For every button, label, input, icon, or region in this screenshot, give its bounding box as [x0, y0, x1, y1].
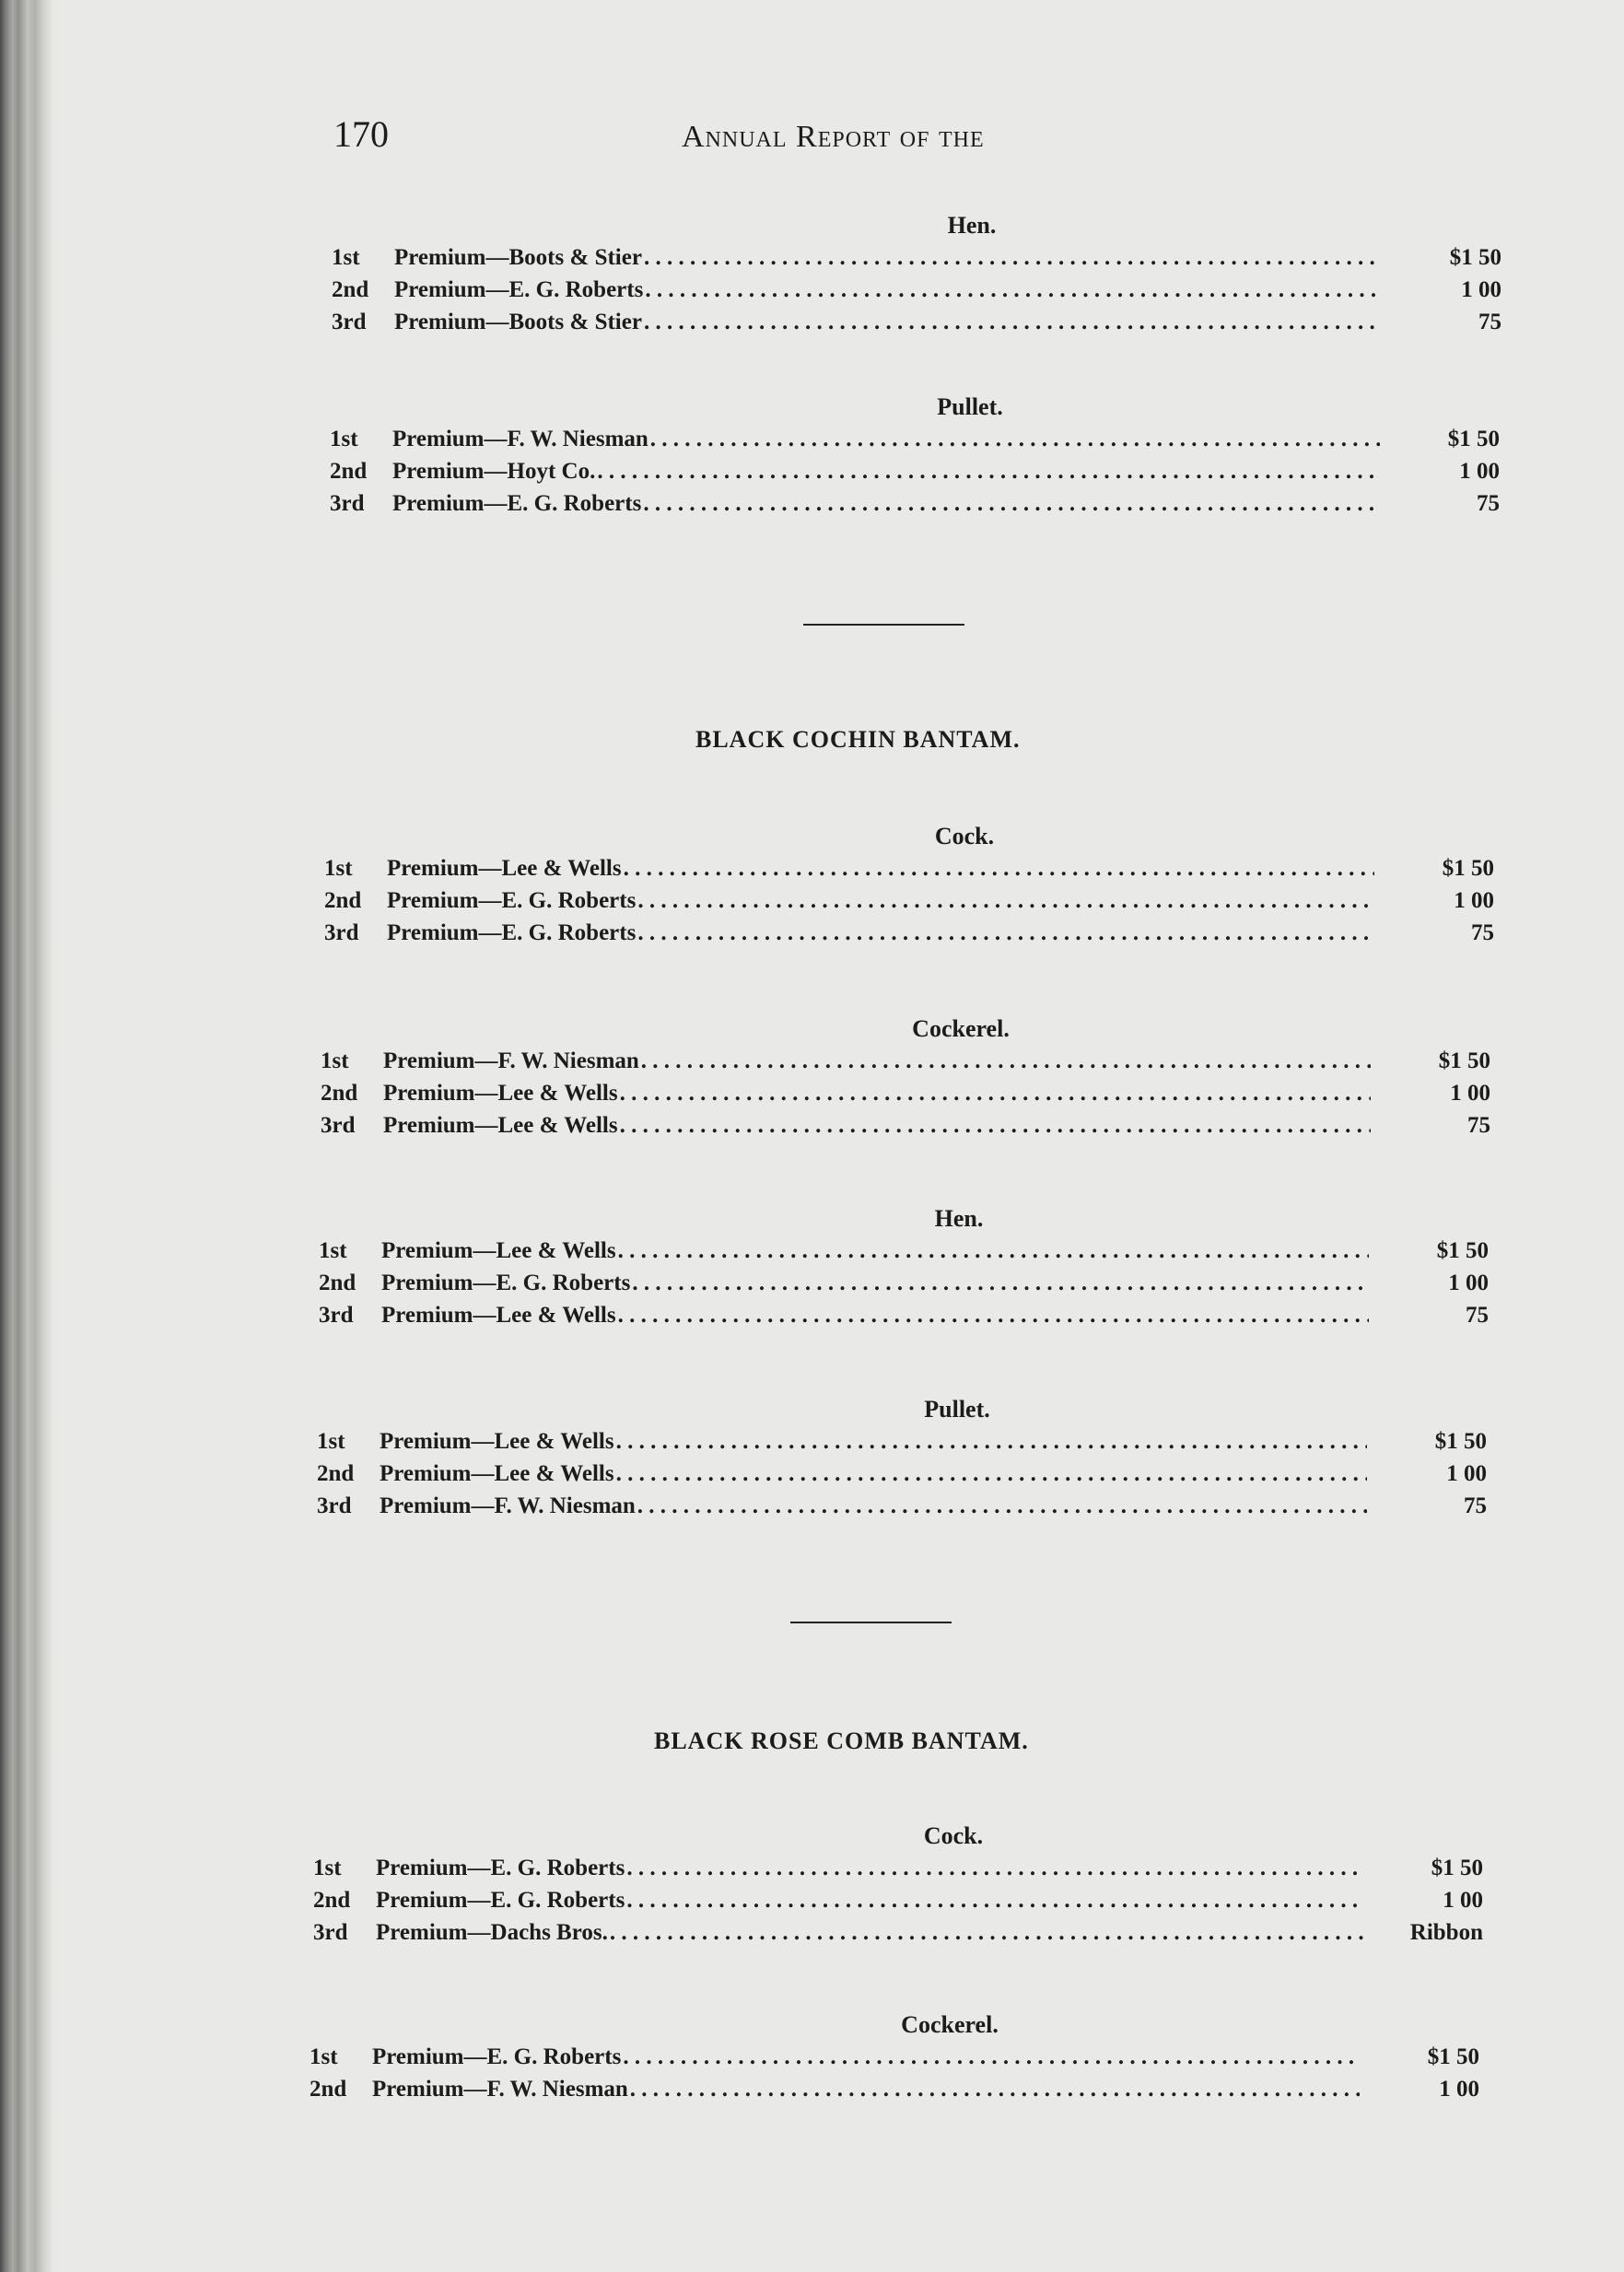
entry-amount: 75 [1467, 1113, 1490, 1138]
dot-leader [644, 306, 1382, 338]
premium-entry [317, 1458, 1487, 1490]
group-hen [332, 210, 1501, 338]
premium-entry [332, 306, 1501, 338]
entry-amount: 1 00 [1439, 2077, 1479, 2102]
dot-leader [616, 1458, 1367, 1490]
entry-rank: 3rd [321, 1113, 356, 1138]
entry-text: Premium—Lee & Wells [383, 1113, 618, 1138]
premium-entry [317, 1425, 1487, 1458]
dot-leader [630, 2073, 1360, 2105]
running-head: Annual Report of the [682, 120, 985, 154]
entry-text: Premium—Lee & Wells [380, 1461, 614, 1486]
group-heading: Cock. [923, 1822, 984, 1849]
group-pullet [330, 392, 1500, 520]
dot-leader [616, 1425, 1367, 1458]
group-pullet [317, 1394, 1487, 1522]
entry-text: Premium—E. G. Roberts [387, 920, 637, 945]
premium-entry [313, 1884, 1483, 1916]
dot-leader [637, 917, 1374, 949]
section-title: BLACK ROSE COMB BANTAM. [654, 1727, 1029, 1754]
premium-entry [321, 1109, 1490, 1142]
dot-leader [624, 852, 1374, 884]
dot-leader [610, 1916, 1363, 1949]
entry-rank: 2nd [310, 2077, 347, 2102]
entry-amount: 1 00 [1454, 888, 1494, 913]
group-heading: Cockerel. [912, 1015, 1010, 1042]
section-title: BLACK COCHIN BANTAM. [695, 726, 1021, 753]
entry-rank: 2nd [332, 277, 369, 302]
entry-rank: 1st [332, 245, 360, 270]
entry-text: Premium—Lee & Wells [383, 1081, 618, 1106]
entry-amount: $1 50 [1427, 2044, 1479, 2069]
entry-amount: 1 00 [1459, 459, 1500, 484]
premium-entry [319, 1267, 1489, 1299]
group-heading: Hen. [947, 212, 997, 239]
premium-entry [330, 423, 1500, 455]
group-heading: Pullet. [924, 1396, 990, 1423]
premium-entry [332, 241, 1501, 274]
entry-text: Premium—Lee & Wells [381, 1238, 616, 1263]
entry-amount: $1 50 [1442, 856, 1494, 881]
entry-amount: 75 [1478, 310, 1501, 334]
entry-amount: 1 00 [1446, 1461, 1487, 1486]
premium-entry [324, 852, 1494, 884]
entry-amount: $1 50 [1431, 1856, 1483, 1880]
dot-leader [618, 1299, 1369, 1331]
premium-entry [319, 1235, 1489, 1267]
premium-entry [317, 1490, 1487, 1522]
premium-entry [313, 1916, 1483, 1949]
entry-text: Premium—E. G. Roberts [372, 2044, 622, 2069]
entry-rank: 2nd [313, 1888, 351, 1913]
premium-entry [324, 884, 1494, 917]
dot-leader [626, 1852, 1363, 1884]
dot-leader [632, 1267, 1369, 1299]
entry-rank: 1st [310, 2044, 338, 2069]
dot-leader [623, 2041, 1360, 2073]
entry-rank: 2nd [317, 1461, 355, 1486]
group-heading: Hen. [934, 1205, 984, 1232]
entry-text: Premium—Lee & Wells [381, 1303, 616, 1328]
dot-leader [597, 455, 1380, 487]
entry-rank: 1st [319, 1238, 347, 1263]
group-cock [324, 821, 1494, 949]
entry-text: Premium—F. W. Niesman [383, 1048, 639, 1073]
section-divider [790, 1622, 952, 1623]
dot-leader [644, 241, 1382, 274]
entry-text: Premium—F. W. Niesman [372, 2077, 628, 2102]
entry-rank: 1st [313, 1856, 342, 1880]
entry-text: Premium—F. W. Niesman [392, 427, 648, 451]
dot-leader [643, 487, 1380, 520]
entry-amount: 75 [1477, 491, 1500, 516]
dot-leader [637, 884, 1374, 917]
entry-amount: 1 00 [1448, 1271, 1489, 1295]
entry-text: Premium—Boots & Stier [394, 245, 642, 270]
group-heading: Cockerel. [901, 2011, 999, 2038]
entry-rank: 3rd [317, 1493, 352, 1518]
entry-amount: 1 00 [1450, 1081, 1490, 1106]
section-divider [803, 624, 964, 626]
entry-rank: 3rd [319, 1303, 354, 1328]
book-binding-edge [0, 0, 53, 2272]
dot-leader [618, 1235, 1369, 1267]
entry-text: Premium—E. G. Roberts [387, 888, 637, 913]
dot-leader [650, 423, 1380, 455]
entry-text: Premium—Boots & Stier [394, 310, 642, 334]
dot-leader [637, 1490, 1367, 1522]
entry-text: Premium—F. W. Niesman [380, 1493, 636, 1518]
entry-rank: 2nd [321, 1081, 358, 1106]
premium-entry [310, 2073, 1479, 2105]
entry-rank: 3rd [332, 310, 367, 334]
entry-amount: $1 50 [1436, 1238, 1489, 1263]
entry-amount: 1 00 [1443, 1888, 1483, 1913]
group-cock [313, 1821, 1483, 1949]
premium-entry [319, 1299, 1489, 1331]
entry-text: Premium—E. G. Roberts [376, 1888, 625, 1913]
premium-entry [332, 274, 1501, 306]
premium-entry [330, 487, 1500, 520]
entry-text: Premium—Hoyt Co. [392, 459, 596, 484]
entry-amount: 75 [1466, 1303, 1489, 1328]
dot-leader [620, 1109, 1371, 1142]
group-hen [319, 1203, 1489, 1331]
entry-rank: 2nd [319, 1271, 356, 1295]
entry-amount: 75 [1464, 1493, 1487, 1518]
dot-leader [626, 1884, 1363, 1916]
entry-amount: 1 00 [1461, 277, 1501, 302]
entry-rank: 3rd [313, 1920, 348, 1945]
entry-text: Premium—E. G. Roberts [394, 277, 644, 302]
entry-amount: $1 50 [1434, 1429, 1487, 1454]
entry-amount: 75 [1471, 920, 1494, 945]
entry-amount: Ribbon [1409, 1920, 1483, 1945]
entry-amount: $1 50 [1447, 427, 1500, 451]
dot-leader [645, 274, 1382, 306]
premium-entry [321, 1077, 1490, 1109]
premium-entry [324, 917, 1494, 949]
group-heading: Cock. [934, 823, 995, 849]
entry-rank: 3rd [330, 491, 365, 516]
entry-rank: 1st [324, 856, 353, 881]
entry-rank: 1st [330, 427, 358, 451]
group-heading: Pullet. [937, 393, 1003, 420]
entry-text: Premium—E. G. Roberts [392, 491, 642, 516]
entry-rank: 2nd [330, 459, 368, 484]
entry-text: Premium—E. G. Roberts [376, 1856, 625, 1880]
dot-leader [641, 1045, 1371, 1077]
premium-entry [313, 1852, 1483, 1884]
entry-text: Premium—Lee & Wells [380, 1429, 614, 1454]
entry-text: Premium—E. G. Roberts [381, 1271, 631, 1295]
group-cockerel [310, 2009, 1479, 2105]
entry-amount: $1 50 [1449, 245, 1501, 270]
premium-entry [330, 455, 1500, 487]
dot-leader [620, 1077, 1371, 1109]
entry-amount: $1 50 [1438, 1048, 1490, 1073]
entry-rank: 1st [321, 1048, 349, 1073]
group-cockerel [321, 1013, 1490, 1142]
entry-text: Premium—Lee & Wells [387, 856, 622, 881]
entry-rank: 3rd [324, 920, 359, 945]
premium-entry [310, 2041, 1479, 2073]
page-number: 170 [333, 113, 389, 155]
entry-rank: 1st [317, 1429, 345, 1454]
entry-rank: 2nd [324, 888, 362, 913]
premium-entry [321, 1045, 1490, 1077]
entry-text: Premium—Dachs Bros. [376, 1920, 608, 1945]
